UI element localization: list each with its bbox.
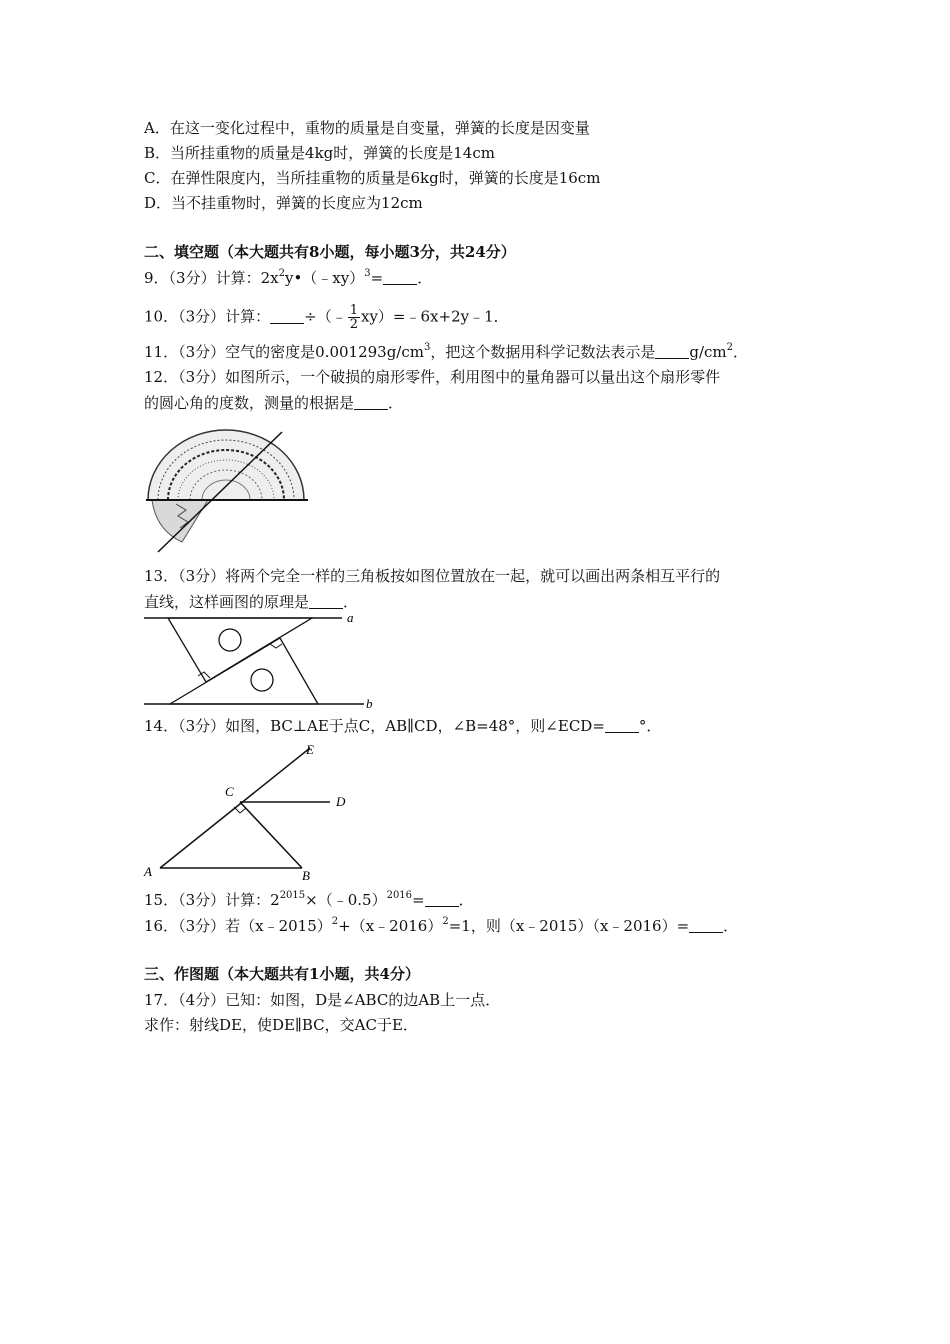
q15-exp1: 2015 [279,890,306,901]
q9-prefix: 9．（3分）计算：2x [144,269,279,287]
option-label: D． [144,194,172,212]
point-label-e: E [306,742,314,757]
question-12-line2 [144,393,403,413]
option-text: 在弹性限度内，当所挂重物的质量是6kg时，弹簧的长度是16cm [170,169,601,187]
option-label: C． [144,169,171,187]
option-a [144,118,590,138]
fraction [348,304,360,331]
point-label-d: D [336,794,346,809]
geometry-figure-14 [140,740,360,882]
fraction-denominator: 2 [349,317,358,332]
q15-end: ． [458,891,474,909]
question-13-line2 [144,592,358,612]
answer-blank[interactable] [354,395,388,410]
question-12-line1: 12．（3分）如图所示，一个破损的扇形零件，利用图中的量角器可以量出这个扇形零件 [144,368,721,386]
q16-mid: +（x﹣2016） [338,917,443,935]
q11-exp2: 2 [726,342,734,353]
answer-blank[interactable] [425,892,459,907]
question-10 [144,304,509,331]
question-11 [144,342,748,362]
q9-suffix: = [370,269,384,287]
q10-prefix: 10．（3分）计算： [144,307,271,326]
q15-exp2: 2016 [386,890,413,901]
answer-blank[interactable] [689,918,723,933]
q9-end: ． [417,269,433,287]
q14-end: °． [638,717,662,735]
protractor-figure [142,424,312,556]
option-c [144,168,600,188]
q12-line2-text: 的圆心角的度数，测量的根据是 [144,394,355,412]
option-text: 当不挂重物时，弹簧的长度应为12cm [171,194,423,212]
q9-mid: y•（﹣xy） [284,269,365,287]
q11-mid: ，把这个数据用科学记数法表示是 [430,343,656,361]
triangle-rulers-figure [142,610,382,712]
answer-blank[interactable] [605,718,639,733]
q16-exp2: 2 [442,916,449,927]
question-9 [144,268,432,288]
q9-exp1: 2 [278,268,285,279]
option-d [144,193,423,213]
question-13-line1: 13．（3分）将两个完全一样的三角板按如图位置放在一起，就可以画出两条相互平行的 [144,567,721,585]
q9-exp2: 3 [364,268,371,279]
q15-mid: ×（﹣0.5） [305,891,387,909]
q16-end: ． [723,917,739,935]
q15-suffix: = [412,891,425,909]
q11-exp1: 3 [423,342,431,353]
option-text: 在这一变化过程中，重物的质量是自变量，弹簧的长度是因变量 [169,119,590,137]
q11-end: ． [733,343,749,361]
q11-unit: g/cm [689,343,727,361]
q12-end: ． [388,394,404,412]
point-label-a: A [144,864,152,879]
line-label-a: a [347,610,354,625]
q16-suffix: =1，则（x﹣2015）（x﹣2016）= [448,917,690,935]
option-label: B． [144,144,171,162]
q14-text: 14．（3分）如图，BC⊥AE于点C，AB∥CD，∠B=48°，则∠ECD= [144,717,605,735]
q16-prefix: 16．（3分）若（x﹣2015） [144,917,332,935]
question-17-line1: 17．（4分）已知：如图，D是∠ABC的边AB上一点． [144,991,501,1009]
question-17-line2: 求作：射线DE，使DE∥BC，交AC于E． [144,1016,418,1034]
section-3-title: 三、作图题（本大题共有1小题，共4分） [144,965,420,983]
q15-prefix: 15．（3分）计算：2 [144,891,280,909]
question-14 [144,716,661,736]
section-2-title: 二、填空题（本大题共有8小题，每小题3分，共24分） [144,243,516,261]
question-15 [144,890,474,910]
answer-blank[interactable] [655,344,689,359]
option-b [144,143,495,163]
question-16 [144,916,738,936]
q10-op: ÷（﹣ [304,307,347,326]
point-label-b: B [302,868,310,882]
q10-suffix: xy）=﹣6x+2y﹣1． [361,307,509,326]
answer-blank[interactable] [383,270,417,285]
q13-end: ． [343,593,359,611]
q13-line2-text: 直线，这样画图的原理是 [144,593,310,611]
fraction-numerator: 1 [349,303,358,318]
answer-blank[interactable] [309,594,343,609]
option-text: 当所挂重物的质量是4kg时，弹簧的长度是14cm [170,144,495,162]
answer-blank[interactable] [270,309,304,324]
q16-exp1: 2 [331,916,339,927]
line-label-b: b [366,696,373,711]
q11-prefix: 11．（3分）空气的密度是0.001293g/cm [144,343,424,361]
option-label: A． [144,119,170,137]
point-label-c: C [225,784,234,799]
